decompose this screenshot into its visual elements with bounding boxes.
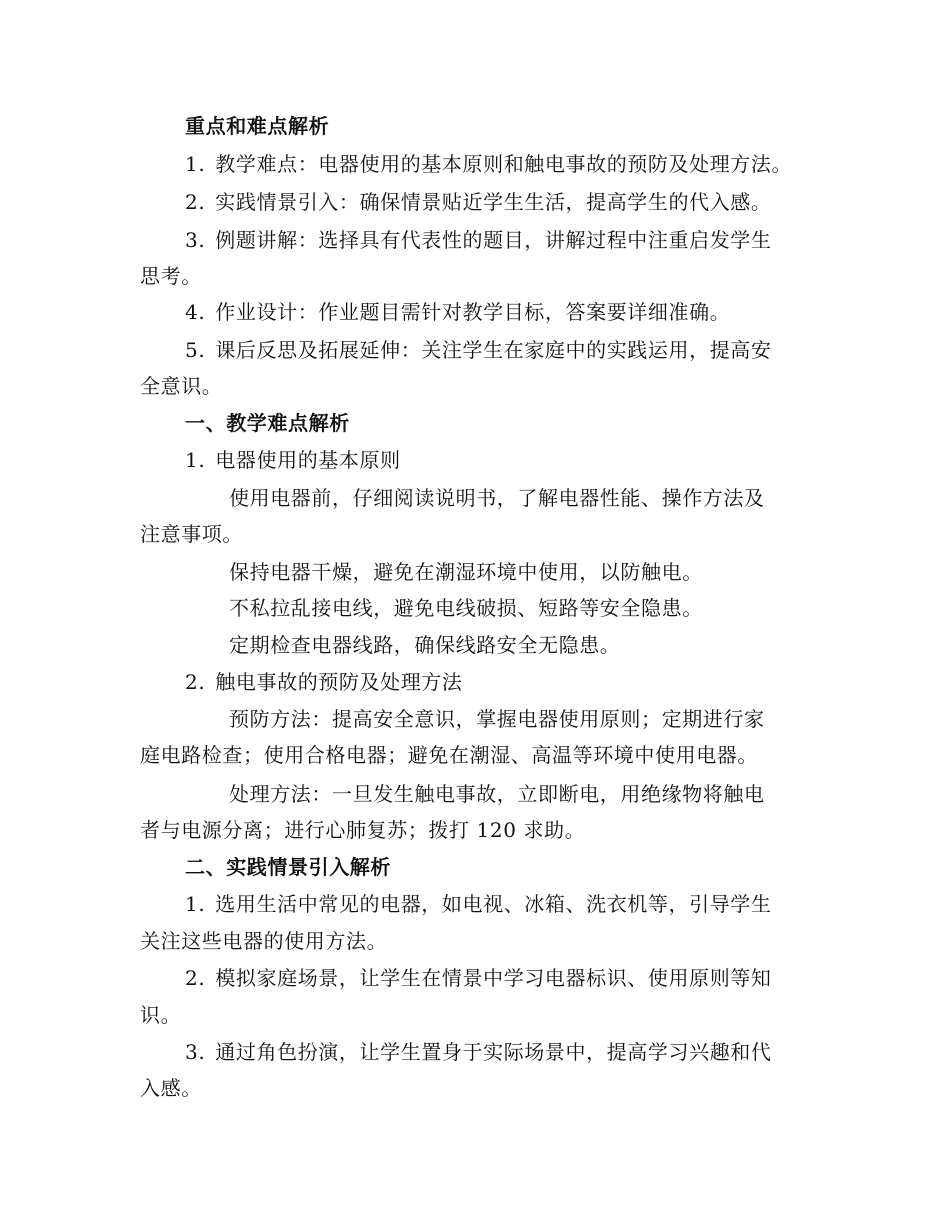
paragraph: 不私拉乱接电线，避免电线破损、短路等安全隐患。 bbox=[229, 596, 703, 620]
item-number: 2. bbox=[185, 190, 206, 214]
item-text-continuation: 全意识。 bbox=[140, 374, 223, 398]
item-number: 3. bbox=[185, 228, 206, 252]
page-title: 重点和难点解析 bbox=[185, 114, 330, 138]
item-text-continuation: 入感。 bbox=[140, 1076, 202, 1100]
item-text-continuation: 识。 bbox=[140, 1003, 182, 1027]
item-number: 1. bbox=[185, 892, 206, 916]
paragraph-continuation: 注意事项。 bbox=[140, 522, 243, 546]
list-item bbox=[185, 1038, 772, 1066]
list-item bbox=[185, 226, 772, 254]
item-text-continuation: 关注这些电器的使用方法。 bbox=[140, 929, 388, 953]
paragraph: 处理方法：一旦发生触电事故，立即断电，用绝缘物将触电 bbox=[229, 782, 765, 806]
paragraph: 保持电器干燥，避免在潮湿环境中使用，以防触电。 bbox=[229, 560, 703, 584]
list-item bbox=[185, 964, 772, 992]
item-text: 选用生活中常见的电器，如电视、冰箱、洗衣机等，引导学生 bbox=[215, 892, 772, 916]
item-number: 5. bbox=[185, 338, 206, 362]
item-number: 1. bbox=[185, 448, 206, 472]
item-text-continuation: 思考。 bbox=[140, 264, 202, 288]
item-text: 课后反思及拓展延伸：关注学生在家庭中的实践运用，提高安 bbox=[215, 338, 772, 362]
list-item bbox=[185, 188, 772, 216]
item-text: 例题讲解：选择具有代表性的题目，讲解过程中注重启发学生 bbox=[215, 228, 772, 252]
list-item bbox=[185, 298, 730, 326]
section-heading: 一、教学难点解析 bbox=[185, 411, 350, 435]
paragraph: 预防方法：提高安全意识，掌握电器使用原则；定期进行家 bbox=[229, 707, 765, 731]
list-item bbox=[185, 336, 772, 364]
item-text: 通过角色扮演，让学生置身于实际场景中，提高学习兴趣和代 bbox=[215, 1040, 772, 1064]
item-text: 触电事故的预防及处理方法 bbox=[215, 670, 463, 694]
section-heading: 二、实践情景引入解析 bbox=[185, 855, 391, 879]
item-text: 教学难点：电器使用的基本原则和触电事故的预防及处理方法。 bbox=[215, 152, 793, 176]
item-number: 1. bbox=[185, 152, 206, 176]
subsection-heading bbox=[185, 668, 463, 696]
item-number: 2. bbox=[185, 966, 206, 990]
item-number: 2. bbox=[185, 670, 206, 694]
paragraph-continuation: 庭电路检查；使用合格电器；避免在潮湿、高温等环境中使用电器。 bbox=[140, 743, 758, 767]
item-text: 实践情景引入：确保情景贴近学生生活，提高学生的代入感。 bbox=[215, 190, 772, 214]
item-number: 4. bbox=[185, 300, 206, 324]
subsection-heading bbox=[185, 446, 401, 474]
item-text: 电器使用的基本原则 bbox=[215, 448, 401, 472]
paragraph: 定期检查电器线路，确保线路安全无隐患。 bbox=[229, 633, 621, 657]
item-text: 作业设计：作业题目需针对教学目标，答案要详细准确。 bbox=[215, 300, 731, 324]
list-item bbox=[185, 150, 792, 178]
paragraph-continuation: 者与电源分离；进行心肺复苏；拨打 120 求助。 bbox=[140, 818, 586, 842]
item-text: 模拟家庭场景，让学生在情景中学习电器标识、使用原则等知 bbox=[215, 966, 772, 990]
paragraph: 使用电器前，仔细阅读说明书，了解电器性能、操作方法及 bbox=[229, 486, 765, 510]
item-number: 3. bbox=[185, 1040, 206, 1064]
list-item bbox=[185, 890, 772, 918]
